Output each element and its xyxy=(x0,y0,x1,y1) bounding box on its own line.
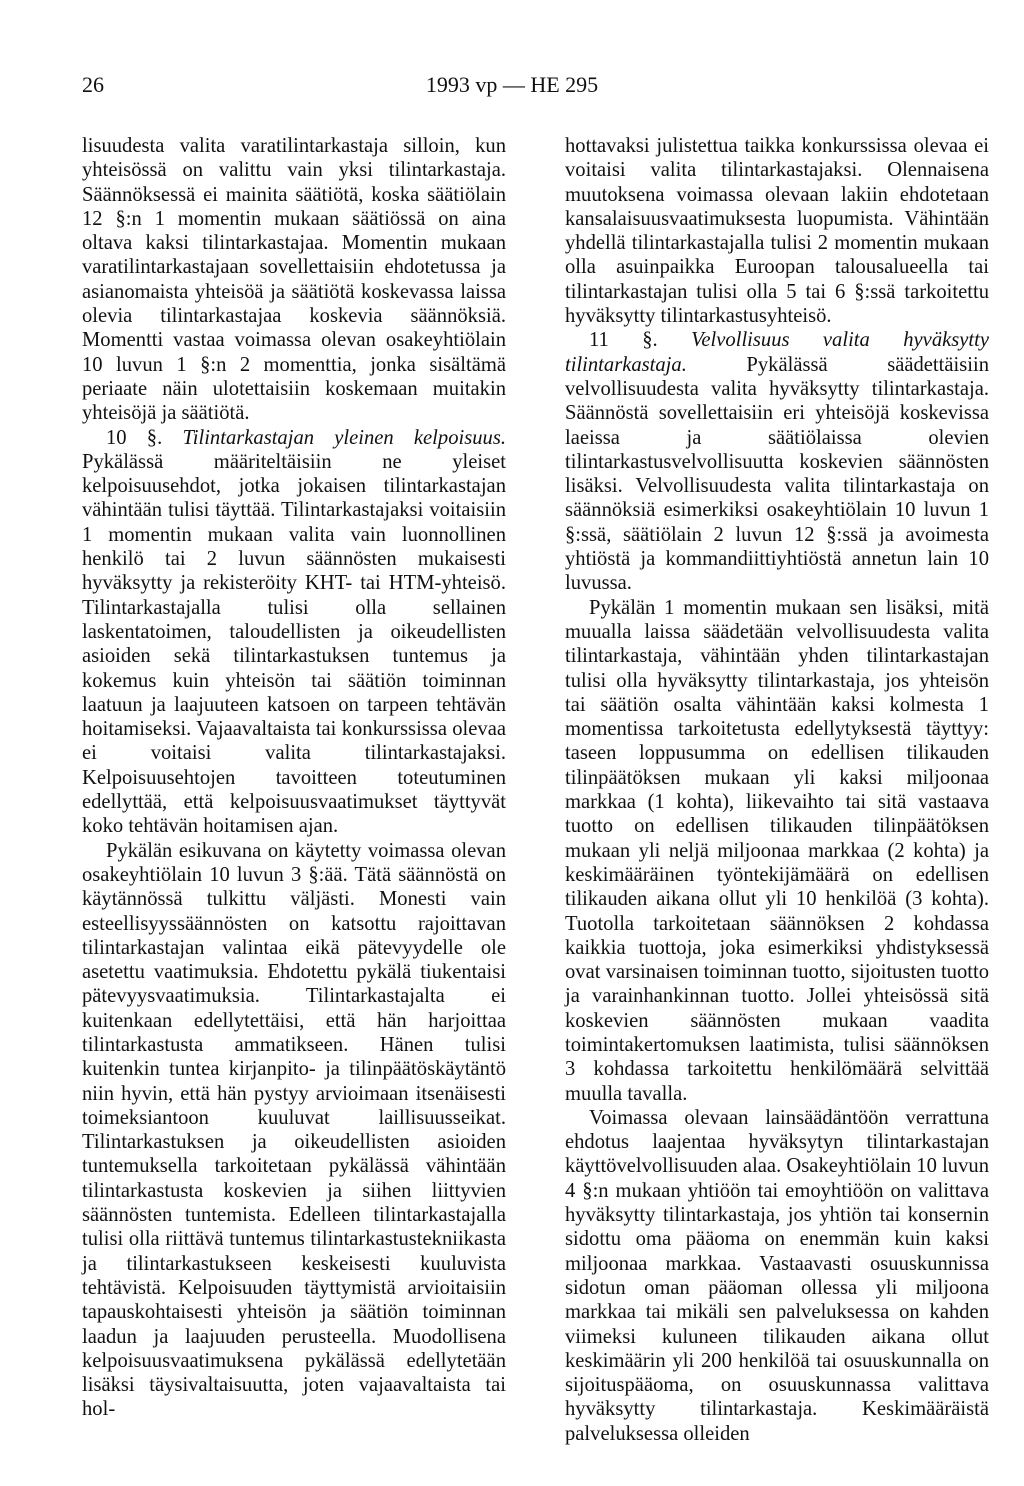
left-column xyxy=(82,134,506,1422)
paragraph: hottavaksi julistettua taikka konkurssissa olevaa ei voitaisi valita tilintarkastajaksi. Olennaisena muutoksena voimassa olevaan lakiin ehdotetaan kansalaisuusvaatimuksesta luopumista. Vähintään yhdellä tilintarkastajalla tulisi 2 momentin mukaan olla asuinpaikka Euroopan talousalueella tai tilintarkastajan tulisi olla 5 tai 6 §:ssä tarkoitettu hyväksytty tilintarkastusyhteisö. xyxy=(565,135,989,328)
section-number: 10 §. xyxy=(106,426,163,449)
section-11 xyxy=(565,328,989,595)
document-reference: 1993 vp — HE 295 xyxy=(425,72,599,97)
paragraph: Voimassa olevaan lainsäädäntöön verrattuna ehdotus laajentaa hyväksytyn tilintarkastajan käyttövelvollisuuden alaa. Osakeyhtiölain 10 luvun 4 §:n mukaan yhtiöön tai emoyhtiöön on valittava hyväksytty tilintarkastaja, jos yhtiön tai konsernin sidottu oma pääoma on enemmän kuin kaksi miljoonaa markkaa. Vastaavasti osuuskunnissa sidotun oman pääoman ollessa yli miljoona markkaa tai mikäli sen palveluksessa on kahden viimeksi kuluneen tilikauden aikana ollut keskimäärin yli 200 henkilöä tai osuuskunnalla on sijoituspääoma, on osuuskunnassa valittava hyväksytty tilintarkastaja. Keskimääräistä palveluksessa olleiden xyxy=(565,1106,989,1445)
paragraph: lisuudesta valita varatilintarkastaja silloin, kun yhteisössä on valittu vain yksi tilintarkastaja. Säännöksessä ei mainita säätiötä, koska säätiölain 12 §:n 1 momentin mukaan säätiössä on aina oltava kaksi tilintarkastajaa. Momentin mukaan varatilintarkastajaan sovellettaisiin ehdotetussa ja asianomaista yhteisöä ja säätiötä koskevassa laissa olevia tilintarkastajaa koskevia säännöksiä. Momentti vastaa voimassa olevan osakeyhtiölain 10 luvun 1 §:n 2 momenttia, jonka sisältämä periaate näin ulotettaisiin koskemaan muitakin yhteisöjä ja säätiötä. xyxy=(82,135,506,425)
section-body: Pykälässä säädettäisiin velvollisuudesta valita hyväksytty tilintarkastaja. Säännöstä sovellettaisiin eri yhteisöjä koskevissa laeissa ja säätiölaissa olevien tilintarkastusvelvollisuutta koskevien säännösten lisäksi. Velvollisuudesta valita tilintarkastaja on säännöksiä esimerkiksi osakeyhtiölain 10 luvun 1 §:ssä, säätiölain 2 luvun 12 §:ssä ja avoimesta yhtiöstä ja kommandiittiyhtiöstä annetun lain 10 luvussa. xyxy=(565,353,989,595)
section-body: Pykälässä määriteltäisiin ne yleiset kelpoisuusehdot, jotka jokaisen tilintarkastajan vähintään tulisi täyttää. Tilintarkastajaksi voitaisiin 1 momentin mukaan valita vain luonnollinen henkilö tai 2 luvun säännösten mukaisesti hyväksytty ja rekisteröity KHT- tai HTM-yhteisö. Tilintarkastajalla tulisi olla sellainen laskentatoimen, taloudellisten ja oikeudellisten asioiden sekä tilintarkastuksen tuntemus ja kokemus kuin yhteisön tai säätiön toiminnan laatuun ja laajuuteen katsoen on tarpeen tehtävän hoitamiseksi. Vajaavaltaista tai konkurssissa olevaa ei voitaisi valita tilintarkastajaksi. Kelpoisuusehtojen tavoitteen toteutuminen edellyttää, että kelpoisuusvaatimukset täyttyvät koko tehtävän hoitamisen ajan. xyxy=(82,450,506,838)
paragraph: Pykälän esikuvana on käytetty voimassa olevan osakeyhtiölain 10 luvun 3 §:ää. Tätä säännöstä on käytännössä tulkittu väljästi. Monesti vain esteellisyyssäännösten on katsottu rajoittavan tilintarkastajan valintaa eikä pätevyydelle ole asetettu vaatimuksia. Ehdotettu pykälä tiukentaisi pätevyysvaatimuksia. Tilintarkastajalta ei kuitenkaan edellytettäisi, että hän harjoittaa tilintarkastusta ammatikseen. Hänen tulisi kuitenkin tuntea kirjanpito- ja tilinpäätöskäytäntö niin hyvin, että hän pystyy arvioimaan itsenäisesti toimeksiantoon kuuluvat laillisuusseikat. Tilintarkastuksen ja oikeudellisten asioiden tuntemuksella tarkoitetaan pykälässä vähintään tilintarkastusta koskevien ja siihen liittyvien säännösten tuntemista. Edelleen tilintarkastajalla tulisi olla riittävä tuntemus tilintarkastustekniikasta ja tilintarkastukseen keskeisesti kuuluvista tehtävistä. Kelpoisuuden täyttymistä arvioitaisiin tapauskohtaisesti yhteisön ja säätiön toiminnan laadun ja laajuuden perusteella. Muodollisena kelpoisuusvaatimuksena pykälässä edellytetään lisäksi täysivaltaisuutta, joten vajaavaltaista tai hol- xyxy=(82,839,506,1421)
paragraph: Pykälän 1 momentin mukaan sen lisäksi, mitä muualla laissa säädetään velvollisuudesta valita tilintarkastaja, vähintään yhden tilintarkastajan tulisi olla hyväksytty tilintarkastaja, jos yhteisön tai säätiön osalta vähintään kaksi kolmesta 1 momentissa tarkoitetusta edellytyksestä täyttyy: taseen loppusumma on edellisen tilikauden tilinpäätöksen mukaan yli kaksi miljoonaa markkaa (1 kohta), liikevaihto tai sitä vastaava tuotto on edellisen tilikauden tilinpäätöksen mukaan yli neljä miljoonaa markkaa (2 kohta) ja keskimääräinen työntekijämäärä on edellisen tilikauden aikana ollut yli 10 henkilöä (3 kohta). Tuotolla tarkoitetaan säännöksen 2 kohdassa kaikkia tuottoja, joka esimerkiksi yhdistyksessä ovat varsinaisen toiminnan tuotto, sijoitusten tuotto ja varainhankinnan tuotto. Jollei yhteisössä sitä koskevien säännösten mukaan vaadita toimintakertomuksen laatimista, tulisi säännöksen 3 kohdassa tarkoitettu henkilömäärä selvittää muulla tavalla. xyxy=(565,596,989,1105)
section-title: Tilintarkastajan yleinen kelpoisuus. xyxy=(182,426,506,449)
right-column xyxy=(565,134,989,1446)
section-number: 11 §. xyxy=(589,329,658,352)
page-number: 26 xyxy=(82,72,104,97)
section-title: Velvollisuus valita hyväksytty tilintarkastaja. xyxy=(565,329,989,376)
section-10 xyxy=(82,426,506,839)
